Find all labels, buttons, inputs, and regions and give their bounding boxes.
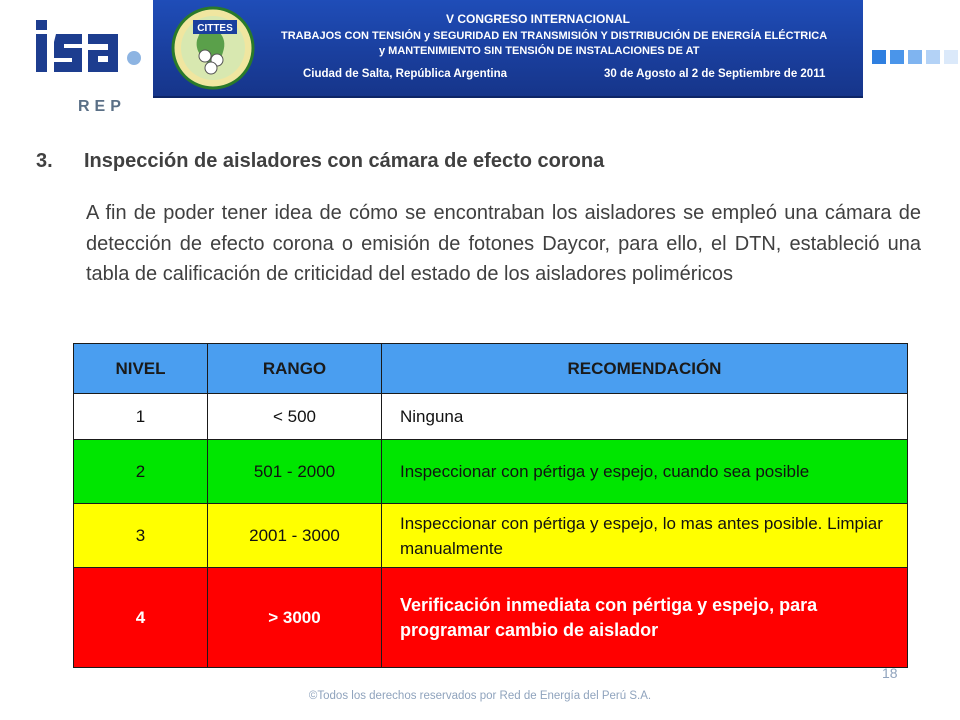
copyright-notice: ©Todos los derechos reservados por Red de Energía del Perú S.A. (308, 690, 652, 702)
cell-recomendacion: Verificación inmediata con pértiga y espejo, para programar cambio de aislador (382, 568, 908, 668)
section-title: Inspección de aisladores con cámara de efecto corona (84, 150, 605, 172)
cell-recomendacion: Inspeccionar con pértiga y espejo, lo mas antes posible. Limpiar manualmente (382, 504, 908, 568)
banner-dates: 30 de Agosto al 2 de Septiembre de 2011 (604, 68, 826, 80)
page-number: 18 (882, 665, 898, 681)
table-row (74, 568, 908, 668)
congress-banner (153, 0, 863, 98)
decorative-squares (872, 50, 958, 64)
table-header-row (74, 344, 908, 394)
deco-square (890, 50, 904, 64)
cell-nivel: 4 (74, 568, 208, 668)
cell-rango: 501 - 2000 (208, 440, 382, 504)
table-row (74, 440, 908, 504)
section-heading (36, 150, 604, 173)
deco-square (908, 50, 922, 64)
cell-recomendacion: Inspeccionar con pértiga y espejo, cuando sea posible (382, 440, 908, 504)
criticality-table (73, 343, 908, 668)
isa-rep-logo (34, 16, 150, 115)
cell-nivel: 3 (74, 504, 208, 568)
banner-congress-title: V CONGRESO INTERNACIONAL (445, 12, 630, 26)
cell-nivel: 1 (74, 394, 208, 440)
cell-rango: < 500 (208, 394, 382, 440)
deco-square (872, 50, 886, 64)
banner-subtitle-1: TRABAJOS CON TENSIÓN y SEGURIDAD EN TRANSMISIÓN Y DISTRIBUCIÓN DE ENERGÍA ELÉCTRICA (281, 30, 828, 42)
cittes-label-text: CITTES (197, 23, 233, 34)
section-paragraph: A fin de poder tener idea de cómo se encontraban los aisladores se empleó una cámara de detección de efecto corona o emisión de fotones Daycor, para ello, el DTN, estableció una tabla de calificación de criticidad del estado de los aisladores poliméricos (86, 202, 921, 285)
header-nivel: NIVEL (74, 344, 208, 394)
cell-rango: > 3000 (208, 568, 382, 668)
table-row (74, 504, 908, 568)
deco-square (926, 50, 940, 64)
isa-logo-mark (34, 16, 150, 86)
rep-logo-text: REP (78, 98, 126, 115)
section-number: 3. (36, 150, 53, 172)
cell-nivel: 2 (74, 440, 208, 504)
table-row (74, 394, 908, 440)
cell-rango: 2001 - 3000 (208, 504, 382, 568)
header-rango: RANGO (208, 344, 382, 394)
deco-square (944, 50, 958, 64)
header-recomendacion: RECOMENDACIÓN (382, 344, 908, 394)
cell-recomendacion: Ninguna (382, 394, 908, 440)
banner-location: Ciudad de Salta, República Argentina (303, 68, 508, 80)
banner-subtitle-2: y MANTENIMIENTO SIN TENSIÓN DE INSTALACIONES DE AT (379, 45, 700, 57)
